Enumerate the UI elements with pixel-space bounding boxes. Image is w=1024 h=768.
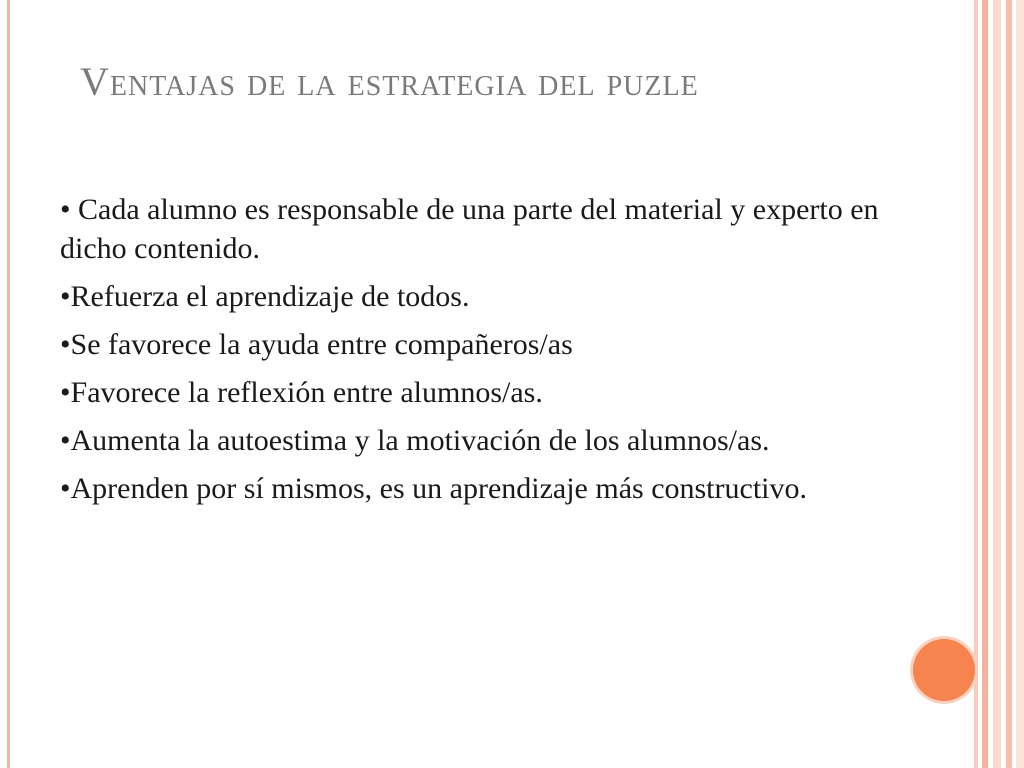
slide-title: Ventajas de la estrategia del puzle xyxy=(80,59,699,104)
bullet-item: •Se favorece la ayuda entre compañeros/as xyxy=(60,328,573,361)
left-decorative-rule xyxy=(7,0,10,768)
orange-circle-decoration xyxy=(913,639,975,701)
bullet-item: •Refuerza el aprendizaje de todos. xyxy=(60,280,470,313)
bullet-item: •Aumenta la autoestima y la motivación de los alumnos/as. xyxy=(60,424,770,457)
right-decorative-rule xyxy=(993,0,1001,768)
bullet-item: • Cada alumno es responsable de una parte del material y experto en dicho contenido. xyxy=(60,193,879,265)
bullet-list xyxy=(60,190,890,517)
right-decorative-rule xyxy=(1016,0,1024,768)
right-decorative-rule xyxy=(974,0,978,768)
right-decorative-rule xyxy=(982,0,988,768)
bullet-item: •Favorece la reflexión entre alumnos/as. xyxy=(60,376,543,409)
right-decorative-rule xyxy=(1006,0,1012,768)
bullet-item: •Aprenden por sí mismos, es un aprendizaje más constructivo. xyxy=(60,472,807,505)
